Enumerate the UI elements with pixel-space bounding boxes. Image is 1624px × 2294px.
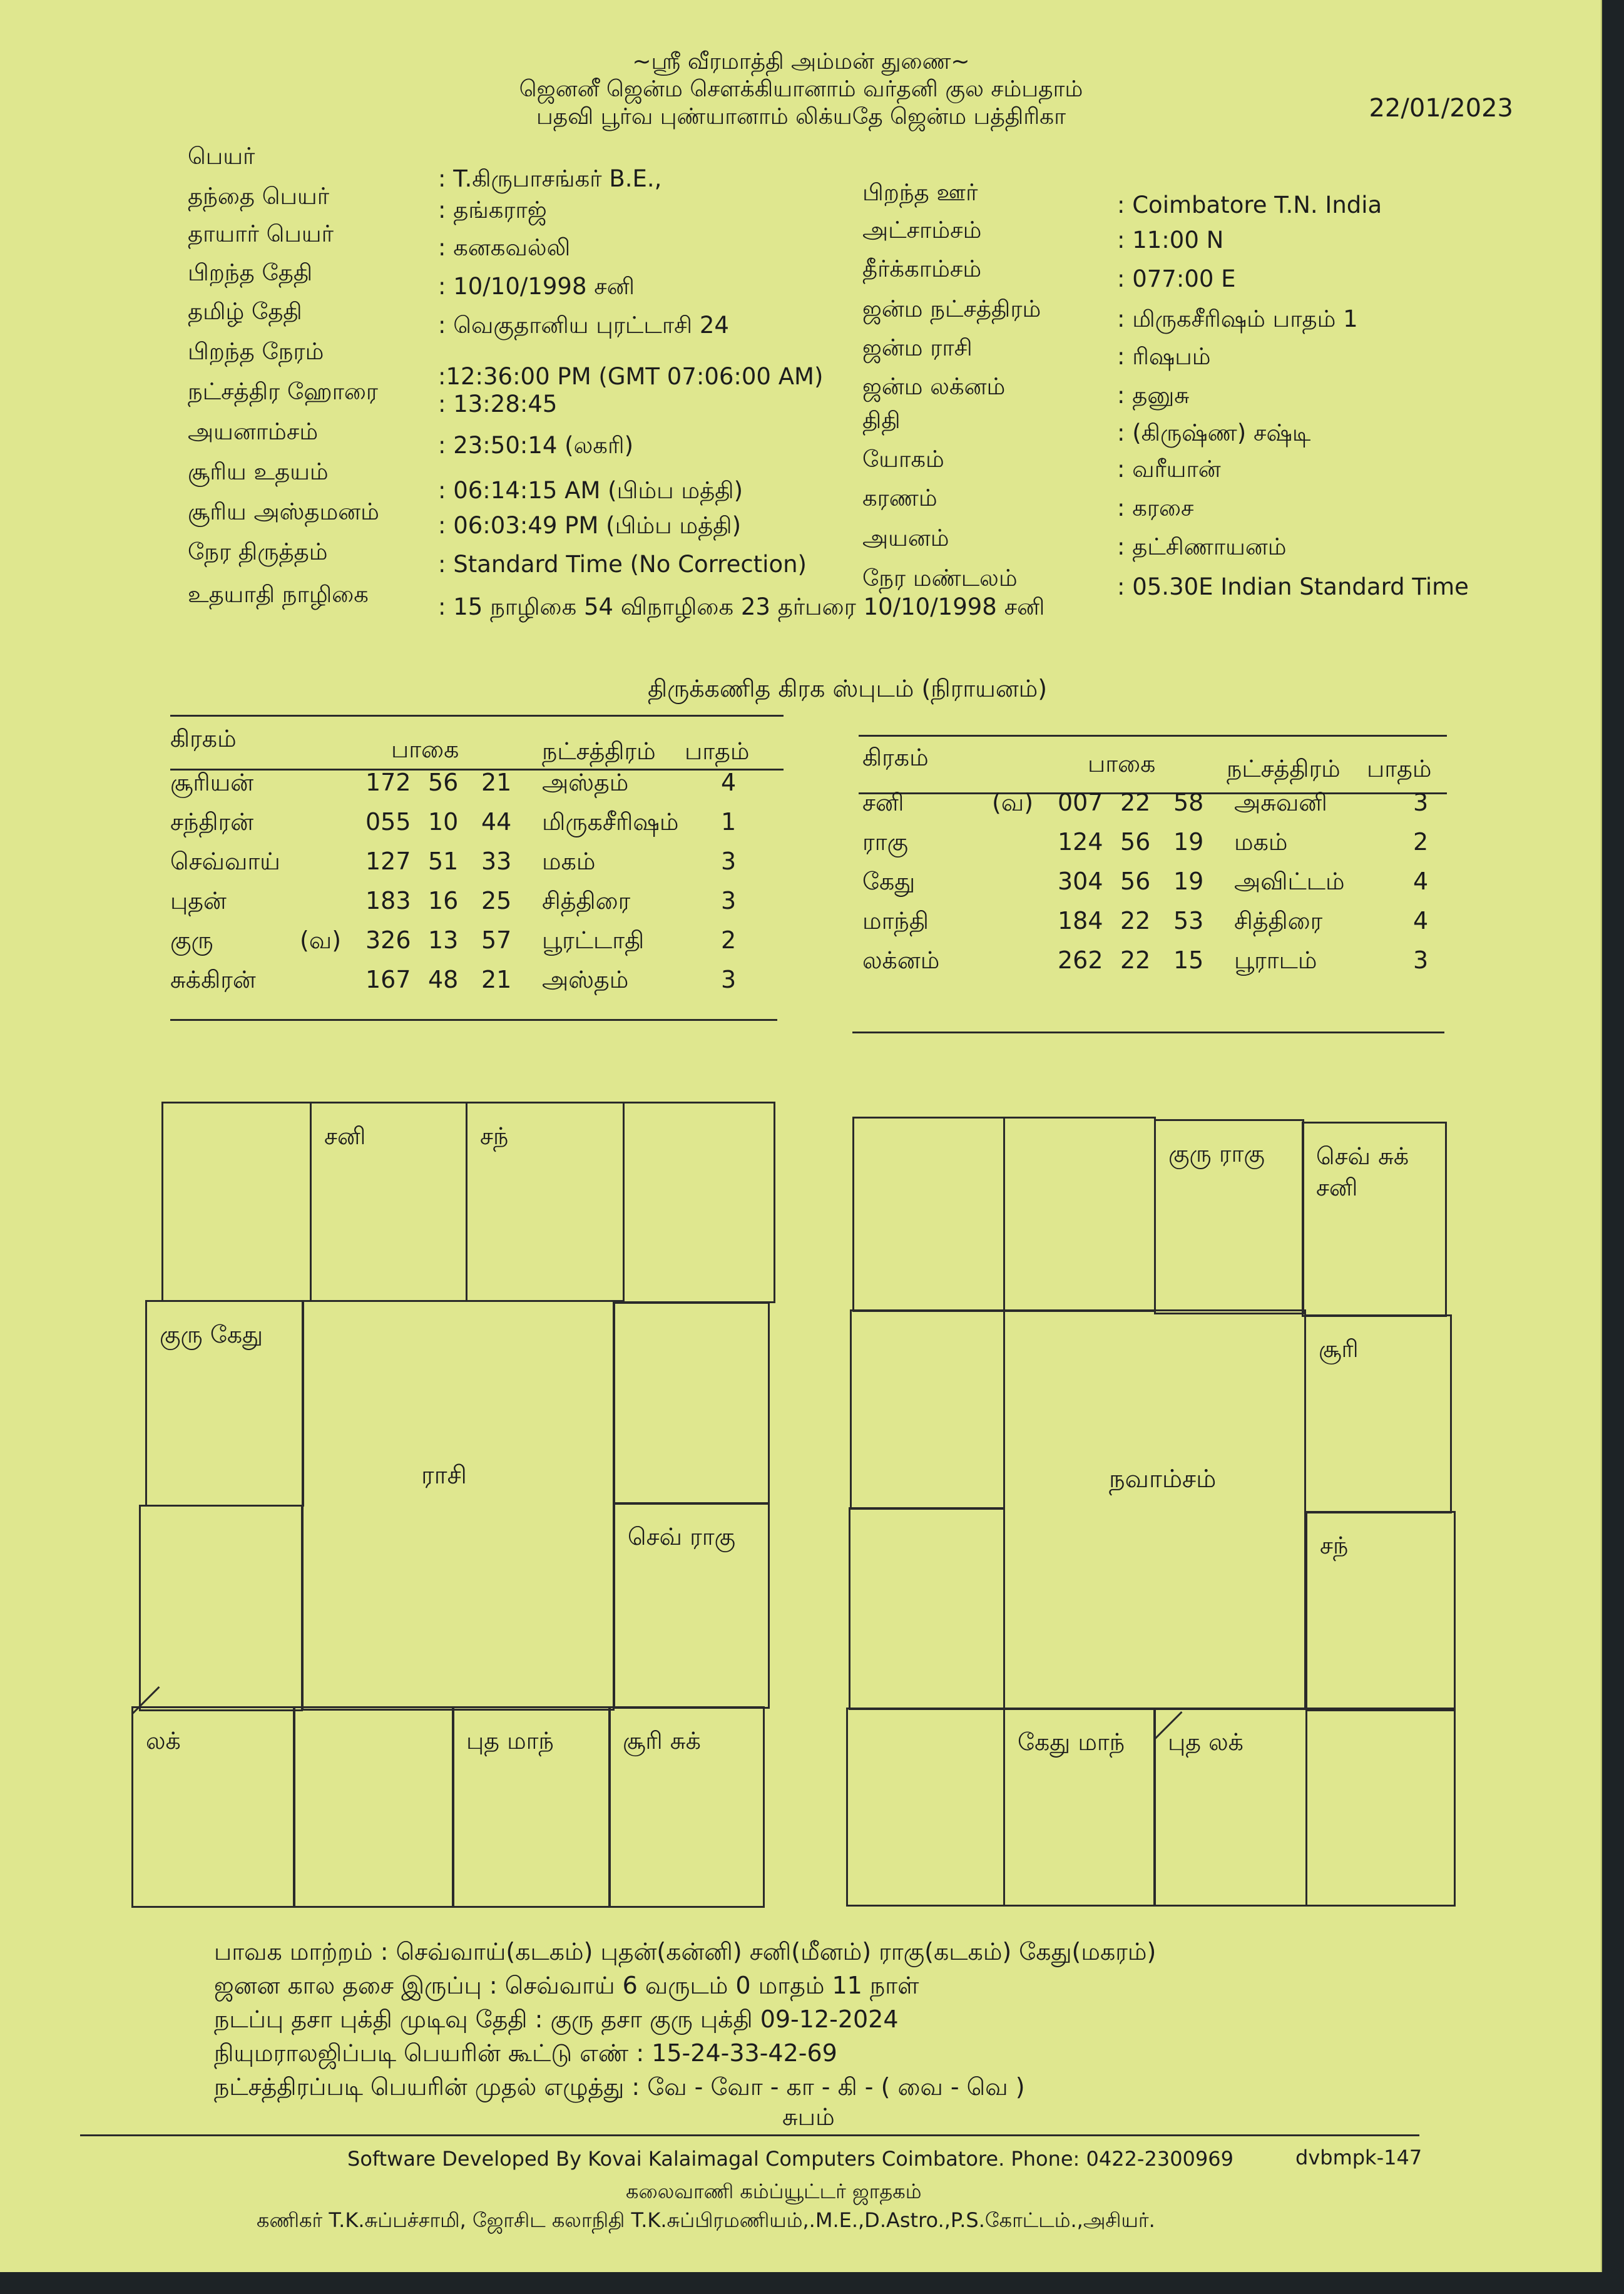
planet-second: 21 [481,769,512,796]
planet-minute: 22 [1120,946,1151,974]
detail-label: பிறந்த ஊர் [862,179,978,206]
detail-value: : ரிஷபம் [1117,343,1211,370]
planet-minute: 56 [428,769,459,796]
col-header-pada: பாதம் [685,737,750,765]
planet-minute: 22 [1120,789,1151,816]
planet-second: 15 [1173,946,1204,974]
detail-label: உதயாதி நாழிகை [188,581,369,608]
detail-value: : 13:28:45 [438,391,558,417]
planet-name: மாந்தி [862,907,929,934]
planet-table-title: திருக்கணித கிரக ஸ்புடம் (நிராயனம்) [648,675,1048,702]
planet-star: மகம் [542,847,596,875]
detail-label: ஜன்ம நட்சத்திரம் [862,295,1041,322]
planet-degree: 055 [365,808,411,836]
planet-pada: 4 [1413,907,1429,934]
planet-star: பூராடம் [1234,946,1317,974]
detail-label: கரணம் [862,484,937,511]
company-name: கலைவாணி கம்ப்யூட்டர் ஜாதகம் [626,2179,922,2203]
planet-name: சுக்கிரன் [170,966,256,993]
detail-value: :12:36:00 PM (GMT 07:06:00 AM) [438,363,824,390]
planet-degree: 304 [1058,868,1103,895]
numerology: நியுமராலஜிப்படி பெயரின் கூட்டு எண் : 15-24-33-42-69 [214,2039,837,2067]
planet-second: 19 [1173,828,1204,856]
detail-value: : T.கிருபாசங்கர் B.E., [438,165,662,192]
planet-degree: 183 [365,887,411,914]
planet-name: சனி [862,789,904,816]
planet-pada: 2 [1413,828,1429,856]
planet-pada: 4 [1413,868,1429,895]
detail-value: : வெகுதானிய புரட்டாசி 24 [438,312,729,339]
detail-label: தந்தை பெயர் [188,183,330,210]
detail-label: அட்சாம்சம் [862,217,982,243]
navamsa-title: நவாம்சம் [1109,1465,1217,1493]
planet-star: சித்திரை [1234,907,1323,934]
col-header-paagai: பாகை [1088,750,1156,777]
rasi-house-2: சந் [466,1102,625,1302]
software-credit: Software Developed By Kovai Kalaimagal Computers Coimbatore. Phone: 0422-2300969 [347,2147,1233,2171]
rasi-title: ராசி [421,1461,467,1490]
rasi-house-8 [293,1706,454,1908]
astrologer-line: கணிகர் T.K.சுப்பச்சாமி, ஜோசிட கலாநிதி T.K.சுப்பிரமணியம்,.M.E.,D.Astro.,P.S.கோட்டம்.,அசியர். [257,2208,1155,2232]
planet-pada: 4 [721,769,737,796]
rasi-house-7: புத மாந் [452,1706,611,1908]
detail-value: : கனகவல்லி [438,234,571,261]
planet-degree: 007 [1058,789,1103,816]
detail-label: தீர்க்காம்சம் [862,255,982,282]
planet-minute: 13 [428,926,459,954]
detail-value: : 05.30E Indian Standard Time [1117,573,1469,600]
planet-second: 21 [481,966,512,993]
detail-value: : 11:00 N [1117,227,1224,253]
planet-star: அசுவனி [1234,789,1327,816]
detail-label: சூரிய அஸ்தமனம் [188,498,379,525]
software-code: dvbmpk-147 [1295,2146,1422,2169]
rasi-house-6: சூரி சுக் [608,1706,765,1908]
planet-degree: 127 [365,847,411,875]
navamsa-house-12 [852,1117,1005,1312]
rasi-house-3 [623,1102,775,1303]
navamsa-house-7: புத லக் [1153,1708,1307,1907]
planet-degree: 262 [1058,946,1103,974]
name-letters: நட்சத்திரப்படி பெயரின் முதல் எழுத்து : வே - வோ - கா - கி - ( வை - வெ ) [214,2073,1025,2101]
planet-star: சித்திரை [542,887,631,914]
detail-label: நட்சத்திர ஹோரை [188,378,379,405]
detail-value: : வரீயான் [1117,456,1221,483]
detail-value: : Standard Time (No Correction) [438,551,807,578]
planet-degree: 326 [365,926,411,954]
planet-degree: 124 [1058,828,1103,856]
planet-minute: 16 [428,887,459,914]
print-date: 22/01/2023 [1369,94,1513,123]
planet-minute: 48 [428,966,459,993]
detail-value: : கரசை [1117,494,1194,521]
planet-name: லக்னம் [862,946,940,974]
rasi-house-1: சனி [310,1102,467,1302]
subam: சுபம் [782,2103,835,2131]
detail-value: : 10/10/1998 சனி [438,273,635,300]
navamsa-house-9 [846,1708,1005,1907]
rasi-house-5-blank [613,1302,770,1505]
current-dasa: நடப்பு தசா புக்தி முடிவு தேதி : குரு தசா குரு புக்தி 09-12-2024 [214,2005,899,2033]
planet-name: செவ்வாய் [170,847,280,875]
planet-name: சந்திரன் [170,808,254,836]
col-header-paagai: பாகை [391,735,459,763]
detail-value: : 15 நாழிகை 54 விநாழிகை 23 தர்பரை 10/10/1998 சனி [438,593,1045,620]
navamsa-house-6 [1305,1708,1456,1907]
planet-minute: 51 [428,847,459,875]
planet-pada: 3 [721,966,737,993]
planet-degree: 184 [1058,907,1103,934]
rasi-house-9: லக் [131,1706,295,1908]
detail-label: திதி [862,407,901,434]
planet-pada: 3 [1413,946,1429,974]
planet-minute: 10 [428,808,459,836]
dasa-balance: ஜனன கால தசை இருப்பு : செவ்வாய் 6 வருடம் 0 மாதம் 11 நாள் [214,1972,919,1999]
detail-label: நேர மண்டலம் [862,565,1018,591]
planet-minute: 22 [1120,907,1151,934]
col-header-star: நட்சத்திரம் [542,737,656,765]
detail-label: சூரிய உதயம் [188,458,329,485]
detail-value: : தங்கராஜ் [438,197,547,223]
planet-pada: 3 [721,887,737,914]
planet-star: அவிட்டம் [1234,868,1345,895]
detail-value: : Coimbatore T.N. India [1117,192,1382,218]
col-header-graham: கிரகம் [170,725,237,752]
col-header-star: நட்சத்திரம் [1227,755,1341,782]
detail-label: ஜன்ம லக்னம் [862,373,1006,400]
verse-line-1: ஜெனனீ ஜென்ம சௌக்கியானாம் வர்தனி குல சம்பதாம் [519,76,1083,102]
navamsa-house-5: சந் [1305,1511,1456,1711]
col-header-graham: கிரகம் [862,744,929,771]
planet-pada: 2 [721,926,737,954]
navamsa-house-1 [1003,1117,1156,1312]
planet-second: 33 [481,847,512,875]
navamsa-house-11 [850,1309,1005,1510]
detail-label: அயனம் [862,525,949,551]
planet-star: மகம் [1234,828,1288,856]
bhava-change: பாவக மாற்றம் : செவ்வாய்(கடகம்) புதன்(கன்னி) சனி(மீனம்) ராகு(கடகம்) கேது(மகரம்) [214,1938,1157,1965]
planet-degree: 167 [365,966,411,993]
navamsa-house-4: சூரி [1304,1314,1452,1513]
verse-line-2: பதவி பூர்வ புண்யானாம் லிக்யதே ஜென்ம பத்திரிகா [536,104,1066,130]
detail-value: : (கிருஷ்ண) சஷ்டி [1117,419,1311,446]
planet-name: குரு [170,926,213,954]
detail-value: : 23:50:14 (லகரி) [438,432,634,459]
planet-degree: 172 [365,769,411,796]
detail-value: : 06:14:15 AM (பிம்ப மத்தி) [438,477,743,504]
planet-second: 44 [481,808,512,836]
detail-label: யோகம் [862,446,944,473]
navamsa-house-2: குரு ராகு [1154,1119,1304,1314]
planet-pada: 3 [1413,789,1429,816]
detail-label: பெயர் [188,143,255,170]
invocation-line: ~ஸ்ரீ வீரமாத்தி அம்மன் துணை~ [632,49,970,74]
planet-pada: 3 [721,847,737,875]
retro-mark: (வ) [992,789,1034,816]
detail-value: : 06:03:49 PM (பிம்ப மத்தி) [438,512,742,539]
navamsa-house-3: செவ் சுக் சனி [1302,1122,1447,1317]
planet-minute: 56 [1120,828,1151,856]
planet-second: 53 [1173,907,1204,934]
rasi-house-11: குரு கேது [145,1300,304,1507]
rasi-center [302,1300,615,1711]
detail-label: தாயார் பெயர் [188,220,334,247]
planet-name: சூரியன் [170,769,254,796]
planet-minute: 56 [1120,868,1151,895]
planet-star: அஸ்தம் [542,966,629,993]
detail-value: : மிருகசீரிஷம் பாதம் 1 [1117,305,1358,332]
planet-star: பூரட்டாதி [542,926,645,954]
detail-label: நேர திருத்தம் [188,538,328,565]
navamsa-house-8: கேது மாந் [1003,1708,1156,1907]
planet-star: மிருகசீரிஷம் [542,808,679,836]
planet-name: ராகு [862,828,909,856]
rasi-house-12 [161,1102,312,1302]
planet-name: புதன் [170,887,227,914]
planet-name: கேது [862,868,916,895]
planet-second: 57 [481,926,512,954]
rasi-house-4: செவ் ராகு [613,1502,770,1709]
rasi-house-10 [139,1505,303,1711]
detail-label: அயனாம்சம் [188,418,319,445]
col-header-pada: பாதம் [1367,755,1432,782]
planet-second: 58 [1173,789,1204,816]
planet-star: அஸ்தம் [542,769,629,796]
planet-pada: 1 [721,808,737,836]
planet-second: 25 [481,887,512,914]
detail-value: : தனுசு [1117,382,1190,409]
detail-label: ஜன்ம ராசி [862,334,973,361]
detail-value: : தட்சிணாயனம் [1117,533,1287,560]
navamsa-center [1003,1309,1306,1710]
detail-value: : 077:00 E [1117,265,1236,292]
planet-second: 19 [1173,868,1204,895]
detail-label: தமிழ் தேதி [188,298,302,325]
retro-mark: (வ) [300,926,342,954]
navamsa-house-10 [849,1507,1005,1710]
detail-label: பிறந்த தேதி [188,259,313,286]
detail-label: பிறந்த நேரம் [188,338,324,365]
